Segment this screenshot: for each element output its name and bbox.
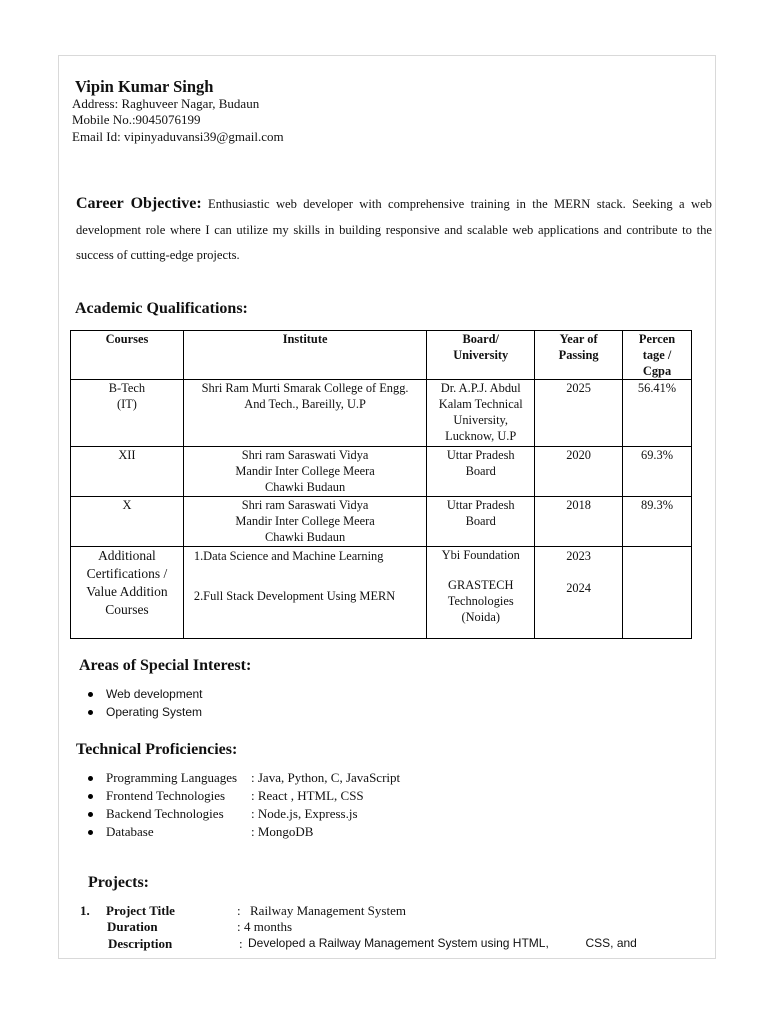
bullet-icon [88,812,93,817]
address-line: Address: Raghuveer Nagar, Budaun [72,96,260,111]
list-item [75,823,400,841]
project-title-value: Railway Management System [250,903,406,918]
academic-heading: Academic Qualifications: [75,300,248,317]
bullet-icon [88,794,93,799]
cell-board: Uttar Pradesh Board [427,447,535,497]
tech-value: : Node.js, Express.js [251,806,358,821]
project-duration-label: Duration [107,919,158,934]
cell-course: B-Tech (IT) [71,380,184,447]
interest-text: Operating System [106,705,203,719]
cell-percent [623,547,692,639]
academic-table [70,330,692,639]
col-header-courses: Courses [71,331,184,380]
table-header-row [71,331,692,380]
project-description-label: Description [108,936,173,951]
cell-institute: Shri ram Saraswati Vidya Mandir Inter College Meera Chawki Budaun [183,447,426,497]
project-description-value: Developed a Railway Management System using HTML, CSS, and [248,936,637,950]
list-item [75,685,203,703]
list-item [75,787,400,805]
tech-value: : MongoDB [251,824,314,839]
interests-heading: Areas of Special Interest: [79,657,252,674]
cell-institute: Shri ram Saraswati Vidya Mandir Inter College Meera Chawki Budaun [183,497,426,547]
cell-year: 2020 [535,447,623,497]
resume-page [58,55,716,959]
cell-institute: Shri Ram Murti Smarak College of Engg. And Tech., Bareilly, U.P [183,380,426,447]
project-description-row [108,936,708,953]
separator-colon: : [237,919,241,934]
col-header-percent: Percen tage / Cgpa [623,331,692,380]
tech-value: : React , HTML, CSS [251,788,364,803]
cert-year: 2024 [566,581,591,595]
cell-year: 2025 [535,380,623,447]
candidate-name: Vipin Kumar Singh [75,77,214,96]
cert-board: GRASTECH Technologies (Noida) [447,578,514,624]
cell-percent: 56.41% [623,380,692,447]
tech-key: Backend Technologies [106,806,224,821]
interests-list [75,685,203,721]
tech-value: : Java, Python, C, JavaScript [251,770,401,785]
cert-item: 2.Full Stack Development Using MERN [193,589,396,603]
separator-colon: : [239,936,243,951]
cell-year: 2018 [535,497,623,547]
objective-label: Career Objective: [76,195,202,212]
cell-course: XII [71,447,184,497]
table-row-certifications [71,547,692,639]
col-header-board: Board/ University [427,331,535,380]
projects-heading: Projects: [88,874,149,891]
cert-item: 1.Data Science and Machine Learning [193,549,384,563]
cell-board [427,547,535,639]
technical-list [75,769,400,841]
email-line: Email Id: vipinyaduvansi39@gmail.com [72,129,284,144]
table-row [71,380,692,447]
project-number: 1. [80,903,90,918]
mobile-line: Mobile No.:9045076199 [72,112,201,127]
list-item [75,805,400,823]
project-duration-value: 4 months [244,919,293,934]
col-header-year: Year of Passing [535,331,623,380]
cert-year: 2023 [566,549,591,563]
bullet-icon [88,776,93,781]
cell-year [535,547,623,639]
cell-course: Additional Certifications / Value Addition Courses [71,547,184,639]
technical-heading: Technical Proficiencies: [76,741,238,758]
list-item [75,703,203,721]
project-duration-row [107,919,707,936]
cell-percent: 89.3% [623,497,692,547]
tech-key: Frontend Technologies [106,788,226,803]
bullet-icon [88,830,93,835]
cell-course: X [71,497,184,547]
project-title-row [106,903,706,920]
career-objective [76,191,712,269]
list-item [75,769,400,787]
tech-key: Database [106,824,154,839]
objective-text: Enthusiastic web developer with comprehensive training in the MERN stack. Seeking a web development role where I can utilize my skills in building responsive and scalable web applications and contribute to the success of cutting-edge projects. [76,197,712,262]
cell-board: Dr. A.P.J. Abdul Kalam Technical University, Lucknow, U.P [427,380,535,447]
cell-certifications [183,547,426,639]
tech-key: Programming Languages [106,770,238,785]
project-title-label: Project Title [106,903,175,918]
table-row [71,447,692,497]
table-row [71,497,692,547]
cell-percent: 69.3% [623,447,692,497]
cell-board: Uttar Pradesh Board [427,497,535,547]
bullet-icon [88,692,93,697]
cert-board: Ybi Foundation [441,548,520,562]
col-header-institute: Institute [183,331,426,380]
interest-text: Web development [106,687,203,701]
bullet-icon [88,710,93,715]
separator-colon: : [237,903,241,918]
